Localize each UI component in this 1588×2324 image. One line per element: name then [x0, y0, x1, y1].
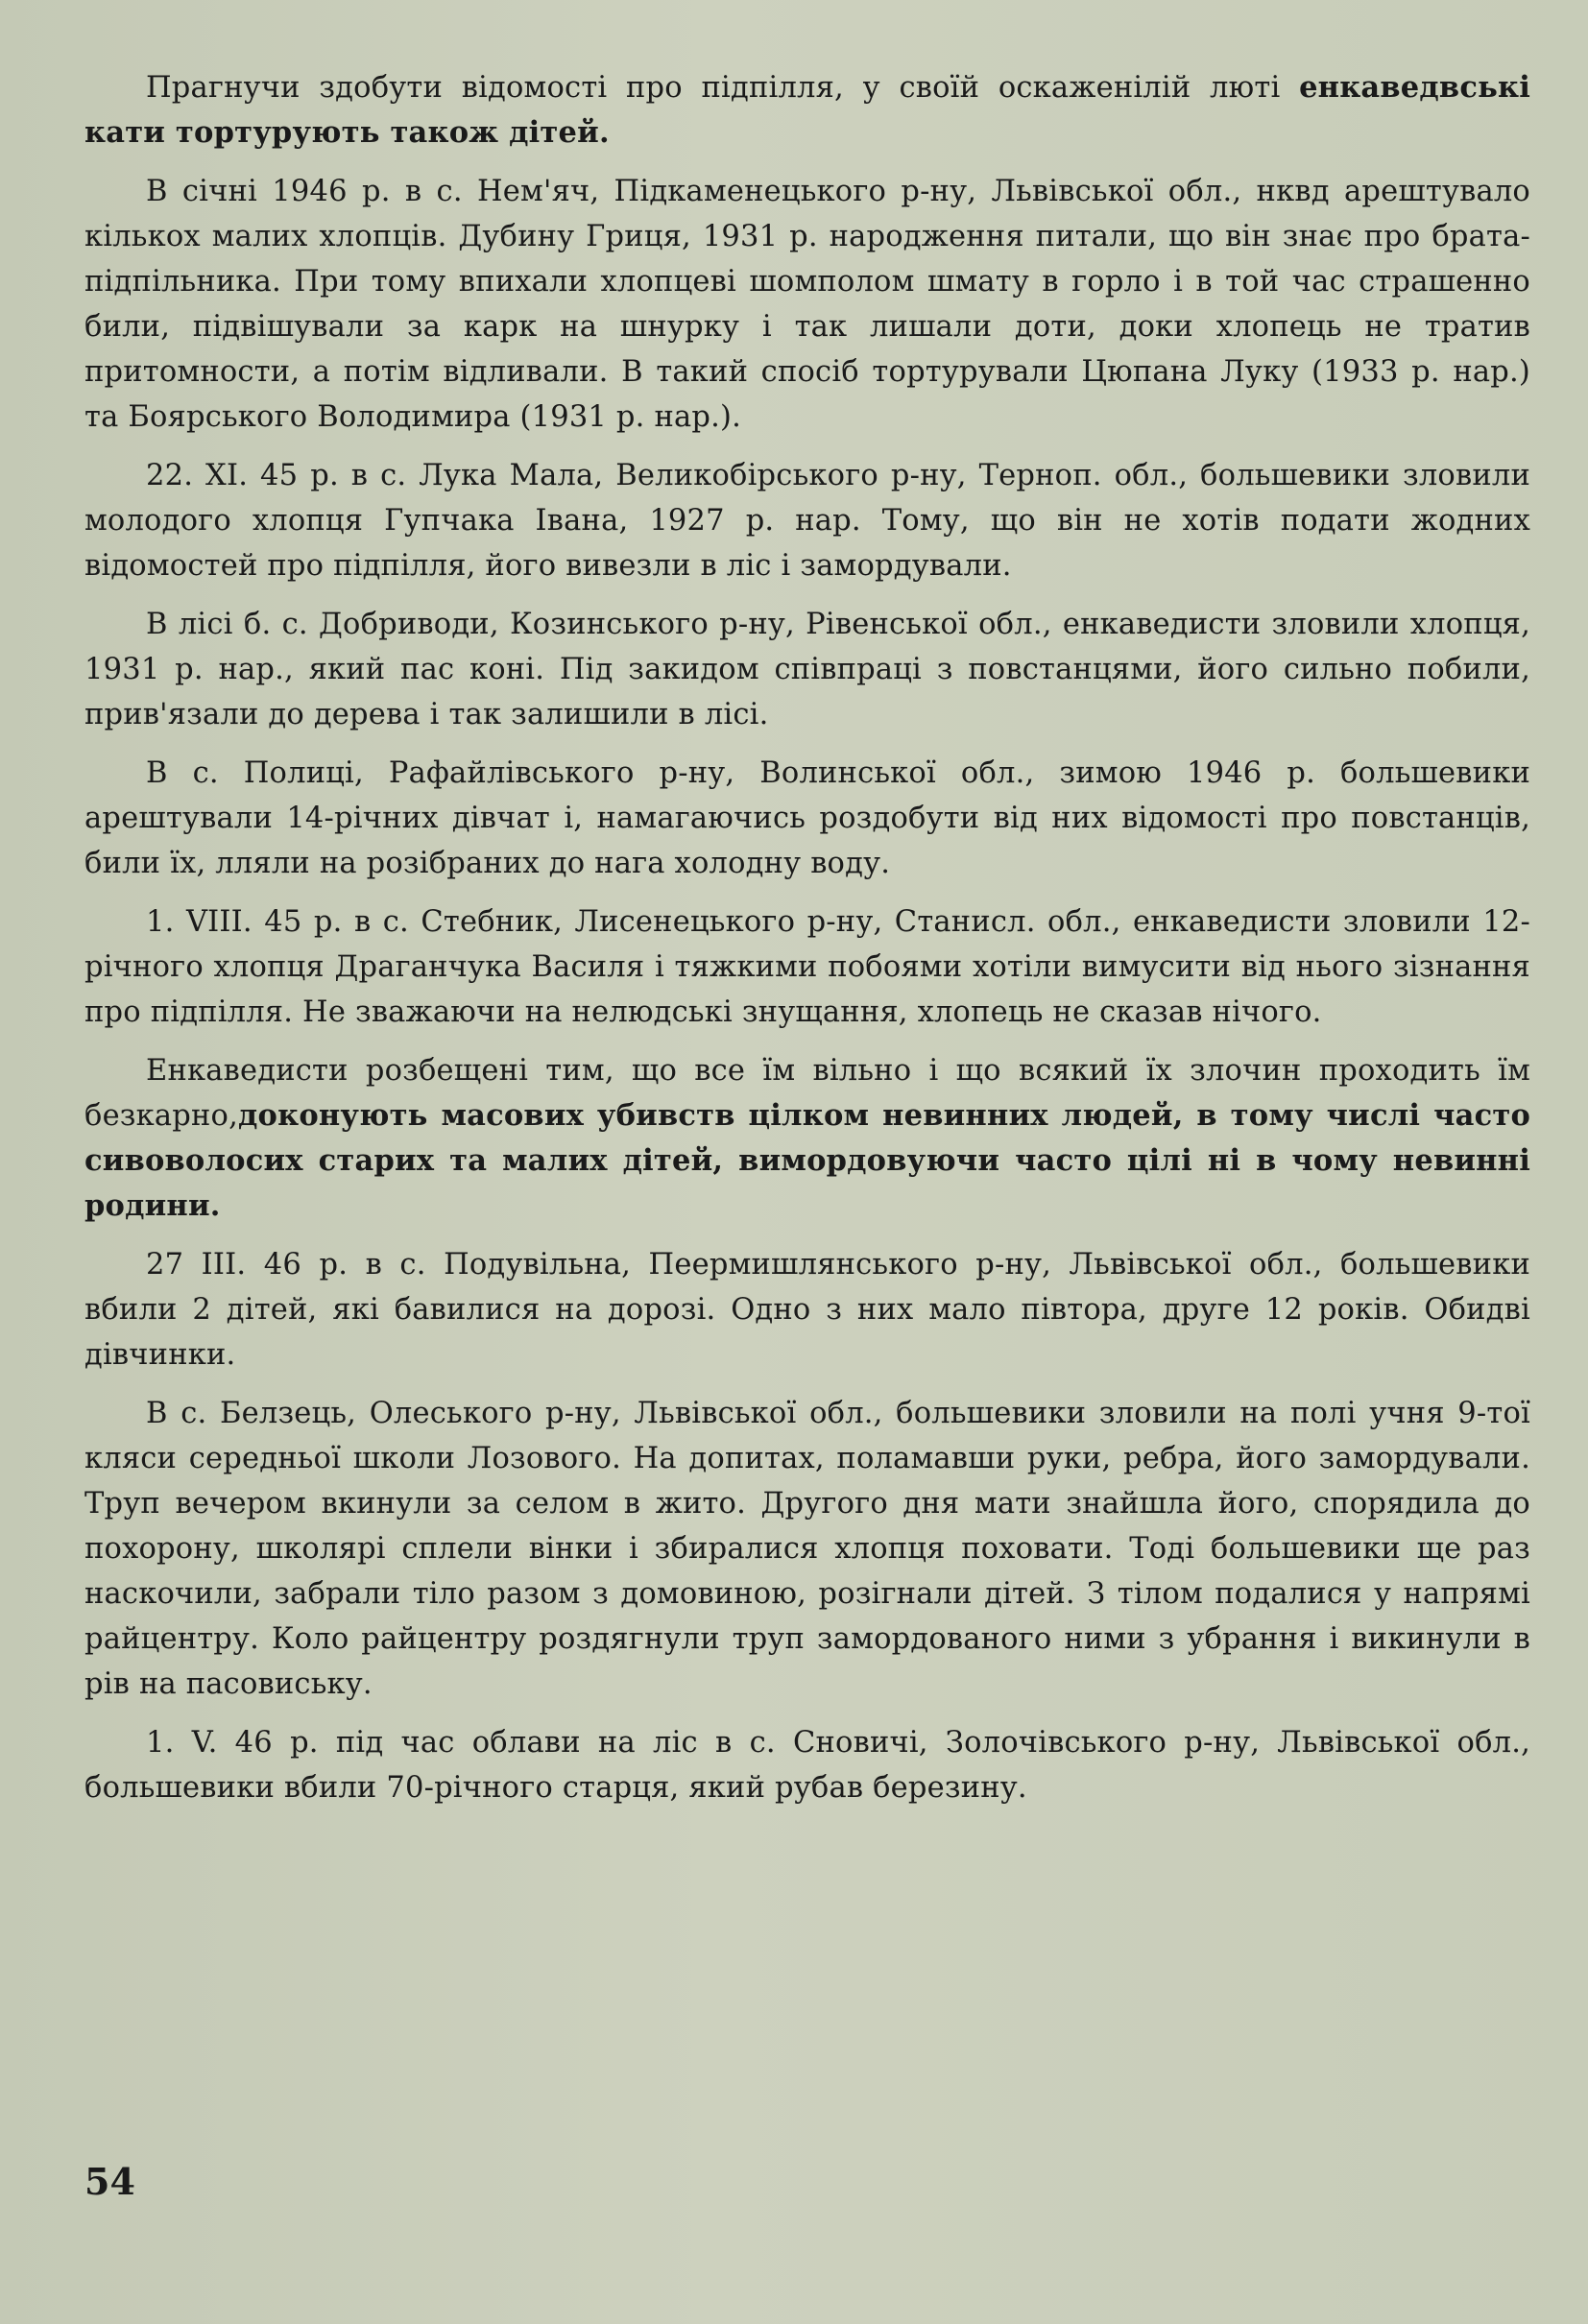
paragraph-text: В січні 1946 р. в с. Нем'яч, Підкаменецького р-ну, Львівської обл., нквд арештувало кількох малих хлопців. Дубину Гриця, 1931 р. народження питали, що він знає про брата-підпільника. При тому впихали хлопцеві шомполом шмату в горло і в той час страшенно били, підвішували за карк на шнурку і так лишали доти, доки хлопець не тратив притомности, а потім відливали. В такий спосіб тортурували Цюпана Луку (1933 р. нар.) та Боярського Володимира (1931 р. нар.).	[84, 175, 1530, 434]
paragraph-8	[84, 1242, 1530, 1378]
page-number: 54	[84, 2160, 135, 2203]
paragraph-text: 27 III. 46 р. в с. Подувільна, Пеермишлянського р-ну, Львівської обл., большевики вбили 2 дітей, які бавилися на дорозі. Одно з них мало півтора, друге 12 років. Обидві дівчинки.	[84, 1248, 1530, 1372]
paragraph-text: В лісі б. с. Добриводи, Козинського р-ну, Рівенської обл., енкаведисти зловили хлопця, 1931 р. нар., який пас коні. Під закидом співпраці з повстанцями, його сильно побили, прив'язали до дерева і так залишили в лісі.	[84, 608, 1530, 731]
paragraph-6	[84, 899, 1530, 1035]
paragraph-text: 1. VIII. 45 р. в с. Стебник, Лисенецького р-ну, Станисл. обл., енкаведисти зловили 12-річного хлопця Драганчука Василя і тяжкими побоями хотіли вимусити від нього зізнання про підпілля. Не зважаючи на нелюдські знущання, хлопець не сказав нічого.	[84, 905, 1530, 1029]
paragraph-1	[84, 65, 1530, 156]
paragraph-4	[84, 602, 1530, 737]
paragraph-10	[84, 1720, 1530, 1810]
paragraph-text: Прагнучи здобути відомості про підпілля, у своїй оскаженілій люті	[146, 71, 1300, 105]
paragraph-7	[84, 1048, 1530, 1229]
paragraph-text: В с. Полиці, Рафайлівського р-ну, Волинської обл., зимою 1946 р. большевики арештували 14-річних дівчат і, намагаючись роздобути від них відомості про повстанців, били їх, лляли на розібраних до нага холодну воду.	[84, 756, 1530, 880]
paragraph-text: 22. XI. 45 р. в с. Лука Мала, Великобірського р-ну, Терноп. обл., большевики зловили молодого хлопця Гупчака Івана, 1927 р. нар. Тому, що він не хотів подати жодних відомостей про підпілля, його вивезли в ліс і замордували.	[84, 459, 1530, 583]
paragraph-2	[84, 169, 1530, 440]
paragraph-bold-text: доконують масових убивств цілком невинних людей, в тому числі часто сивоволосих старих та малих дітей, вимордовуючи часто цілі ні в чому невинні родини.	[84, 1098, 1530, 1223]
paragraph-3	[84, 453, 1530, 588]
paragraph-text: В с. Белзець, Олеського р-ну, Львівської обл., большевики зловили на полі учня 9-тої кляси середньої школи Лозового. На допитах, поламавши руки, ребра, його замордували. Труп вечером вкинули за селом в жито. Другого дня мати знайшла його, спорядила до похорону, школярі сплели вінки і збиралися хлопця поховати. Тоді большевики ще раз наскочили, забрали тіло разом з домовиною, розігнали дітей. З тілом подалися у напрямі райцентру. Коло райцентру роздягнули труп замордованого ними з убрання і викинули в рів на пасовиську.	[84, 1397, 1530, 1701]
paragraph-bold-text: енкаведвські кати тортурують також дітей.	[84, 70, 1530, 150]
paragraph-text: Енкаведисти розбещені тим, що все їм вільно і що всякий їх злочин проходить їм безкарно,	[84, 1054, 1530, 1133]
paragraph-5	[84, 751, 1530, 886]
paragraph-9	[84, 1391, 1530, 1707]
paragraph-text: 1. V. 46 р. під час облави на ліс в с. Сновичі, Золочівського р-ну, Львівської обл., большевики вбили 70-річного старця, який рубав березину.	[84, 1726, 1530, 1805]
